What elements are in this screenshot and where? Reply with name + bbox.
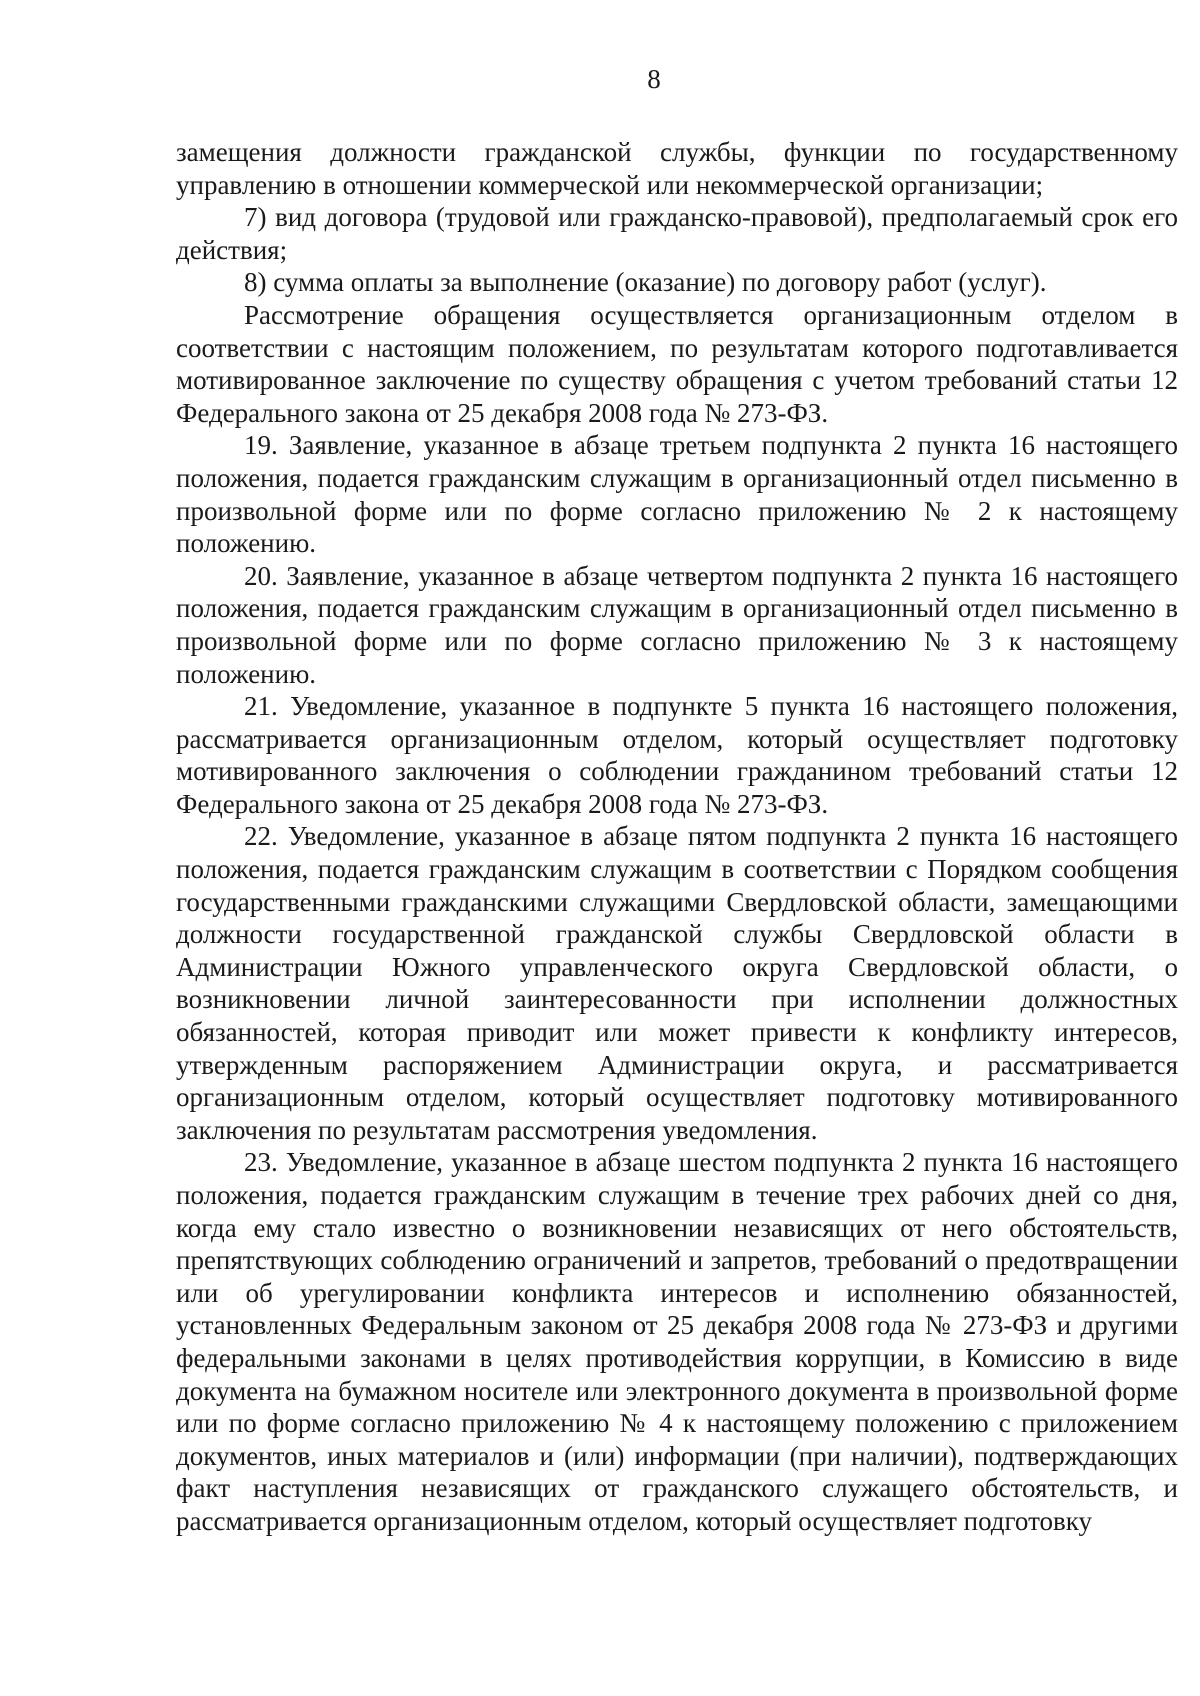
paragraph-21: 21. Уведомление, указанное в подпункте 5 пункта 16 настоящего положения, рассматривается организационным отделом, который осуществляет подготовку мотивированного заключения о соблюдении гражданином требований статьи 12 Федерального закона от 25 декабря 2008 года № 273-ФЗ.	[176, 691, 1178, 819]
paragraph-continuation: замещения должности гражданской службы, функции по государственному управлению в отношении коммерческой или некоммерческой организации;	[176, 137, 1178, 200]
document-body	[176, 136, 1178, 1538]
paragraph-20: 20. Заявление, указанное в абзаце четвертом подпункта 2 пункта 16 настоящего положения, подается гражданским служащим в организационный отдел письменно в произвольной форме или по форме согласно приложению № 3 к настоящему положению.	[176, 560, 1178, 689]
paragraph-19: 19. Заявление, указанное в абзаце третьем подпункта 2 пункта 16 настоящего положения, подается гражданским служащим в организационный отдел письменно в произвольной форме или по форме согласно приложению № 2 к настоящему положению.	[176, 430, 1178, 559]
paragraph-23: 23. Уведомление, указанное в абзаце шестом подпункта 2 пункта 16 настоящего положения, подается гражданским служащим в течение трех рабочих дней со дня, когда ему стало известно о возникновении независящих от него обстоятельств, препятствующих соблюдению ограничений и запретов, требований о предотвращении или об урегулировании конфликта интересов и исполнению обязанностей, установленных Федеральным законом от 25 декабря 2008 года № 273-ФЗ и другими федеральными законами в целях противодействия коррупции, в Комиссию в виде документа на бумажном носителе или электронного документа в произвольной форме или по форме согласно приложению № 4 к настоящему положению с приложением документов, иных материалов и (или) информации (при наличии), подтверждающих факт наступления независящих от гражданского служащего обстоятельств, и рассматривается организационным отделом, который осуществляет подготовку	[176, 1147, 1178, 1536]
page-number: 8	[647, 64, 661, 94]
paragraph-review: Рассмотрение обращения осуществляется организационным отделом в соответствии с настоящим положением, по результатам которого подготавливается мотивированное заключение по существу обращения с учетом требований статьи 12 Федерального закона от 25 декабря 2008 года № 273-ФЗ.	[176, 299, 1178, 428]
paragraph-item-8: 8) сумма оплаты за выполнение (оказание) по договору работ (услуг).	[244, 267, 1047, 298]
paragraph-22: 22. Уведомление, указанное в абзаце пятом подпункта 2 пункта 16 настоящего положения, подается гражданским служащим в соответствии с Порядком сообщения государственными гражданскими служащими Свердловской области, замещающими должности государственной гражданской службы Свердловской области в Администрации Южного управленческого округа Свердловской области, о возникновении личной заинтересованности при исполнении должностных обязанностей, которая приводит или может привести к конфликту интересов, утвержденным распоряжением Администрации округа, и рассматривается организационным отделом, который осуществляет подготовку мотивированного заключения по результатам рассмотрения уведомления.	[176, 821, 1178, 1145]
paragraph-item-7: 7) вид договора (трудовой или гражданско-правовой), предполагаемый срок его действия;	[176, 202, 1178, 265]
